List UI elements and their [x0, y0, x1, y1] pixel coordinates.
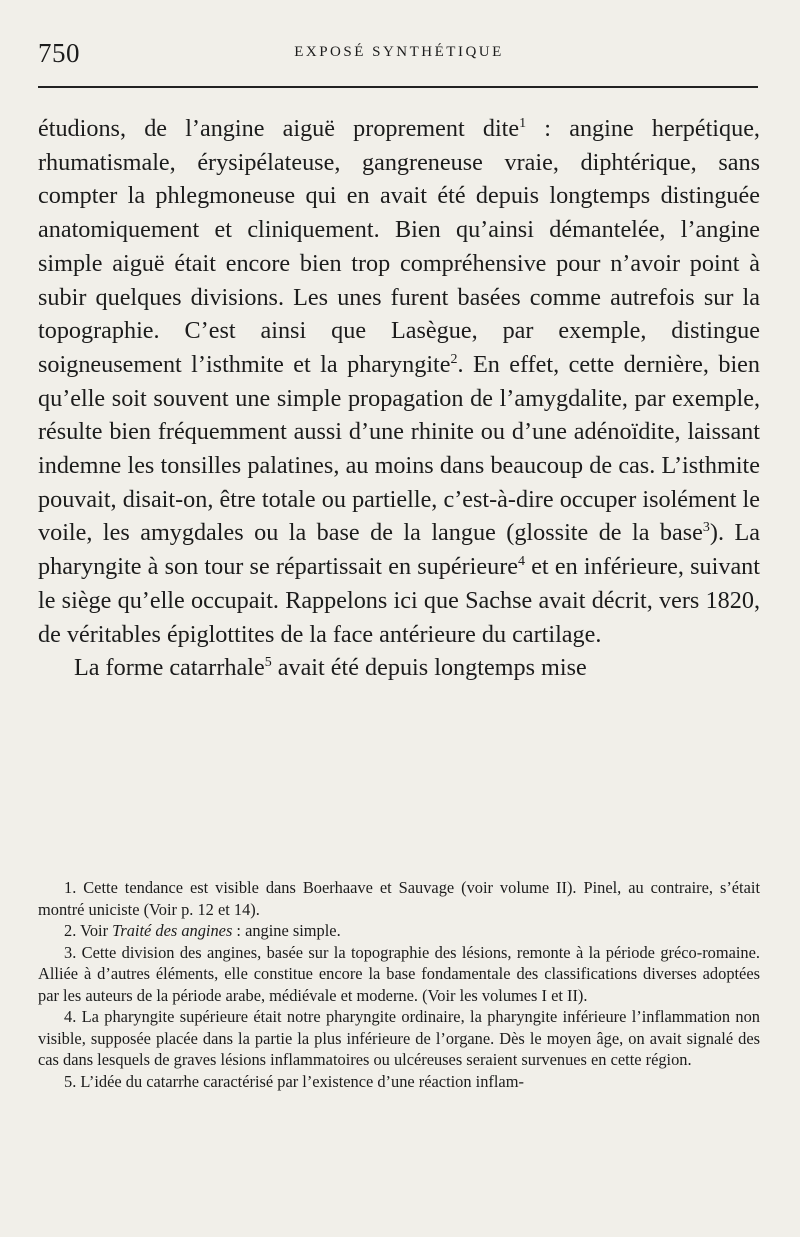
page-header — [38, 38, 760, 68]
footnote-4: 4. La pharyngite supérieure était notre pharyngite ordinaire, la pharyngite inférieure l’inflammation non visible, supposée placée dans la partie la plus inférieure de l’organe. Dès le moyen âge, on avait signalé des cas dans lesquels de graves lésions inflammatoires ou ulcéreuses seraient survenues en cette région. — [38, 1007, 760, 1069]
footnote-1: 1. Cette tendance est visible dans Boerhaave et Sauvage (voir volume II). Pinel, au contraire, s’était montré uniciste (Voir p. 12 et 14). — [38, 878, 760, 919]
footnote-2 — [38, 920, 760, 942]
text-segment: ). La pharyngite à son tour se répartissait en supérieure — [38, 519, 760, 581]
page-number: 750 — [38, 38, 80, 68]
main-text — [38, 112, 760, 685]
header-rule — [38, 86, 758, 88]
paragraph-2 — [38, 651, 760, 685]
footnote-marker-3[interactable]: 3 — [702, 520, 710, 536]
footnote-3: 3. Cette division des angines, basée sur la topographie des lésions, remonte à la période gréco-romaine. Alliée à d’autres éléments, elle constitue encore la base fondamentale des classifications diverses adoptées par les auteurs de la période arabe, médiévale et moderne. (Voir les volumes I et II). — [38, 942, 760, 1005]
footnotes — [38, 877, 760, 1092]
text-segment: : angine herpétique, rhumatismale, érysipélateuse, gangreneuse vraie, diphtérique, sans compter la phlegmoneuse qui en avait été depuis longtemps distinguée anatomiquement et cliniquement. Bien qu’ainsi démantelée, l’angine simple aiguë était encore bien trop compréhensive pour n’avoir point à subir quelques divisions. Les unes furent basées comme autrefois sur la topographie. C’est ainsi que Lasègue, par exemple, distingue soigneusement l’isthmite et la pharyngite — [38, 115, 760, 378]
footnote-2-title: Traité des angines — [112, 921, 233, 940]
text-segment: avait été depuis longtemps mise — [271, 654, 587, 682]
running-title: EXPOSÉ SYNTHÉTIQUE — [294, 44, 504, 60]
footnote-marker-5[interactable]: 5 — [264, 655, 272, 671]
text-segment: étudions, de l’angine aiguë proprement dite — [38, 115, 520, 142]
text-segment: . En effet, cette dernière, bien qu’elle soit souvent une simple propagation de l’amygdalite, par exemple, résulte bien fréquemment aussi d’une rhinite ou d’une adénoïdite, laissant indemne les tonsilles palatines, au moins dans beaucoup de cas. L’isthmite pouvait, disait-on, être totale ou partielle, c’est-à-dire occuper isolément le voile, les amygdales ou la base de la langue (glossite de la base — [38, 350, 760, 547]
footnote-2-suffix: : angine simple. — [232, 921, 341, 940]
footnote-5: 5. L’idée du catarrhe caractérisé par l’existence d’une réaction inflam- — [64, 1071, 524, 1091]
text-segment: La forme catarrhale — [74, 654, 265, 682]
footnote-2-prefix: 2. Voir — [64, 921, 113, 940]
paragraph-1 — [38, 112, 760, 651]
text-segment: et en inférieure, suivant le siège qu’elle occupait. Rappelons ici que Sachse avait décrit, vers 1820, de véritables épiglottites de la face antérieure du cartilage. — [38, 553, 760, 648]
footnote-marker-2[interactable]: 2 — [450, 351, 458, 367]
footnote-marker-4[interactable]: 4 — [517, 554, 525, 570]
footnote-marker-1[interactable]: 1 — [519, 115, 527, 131]
